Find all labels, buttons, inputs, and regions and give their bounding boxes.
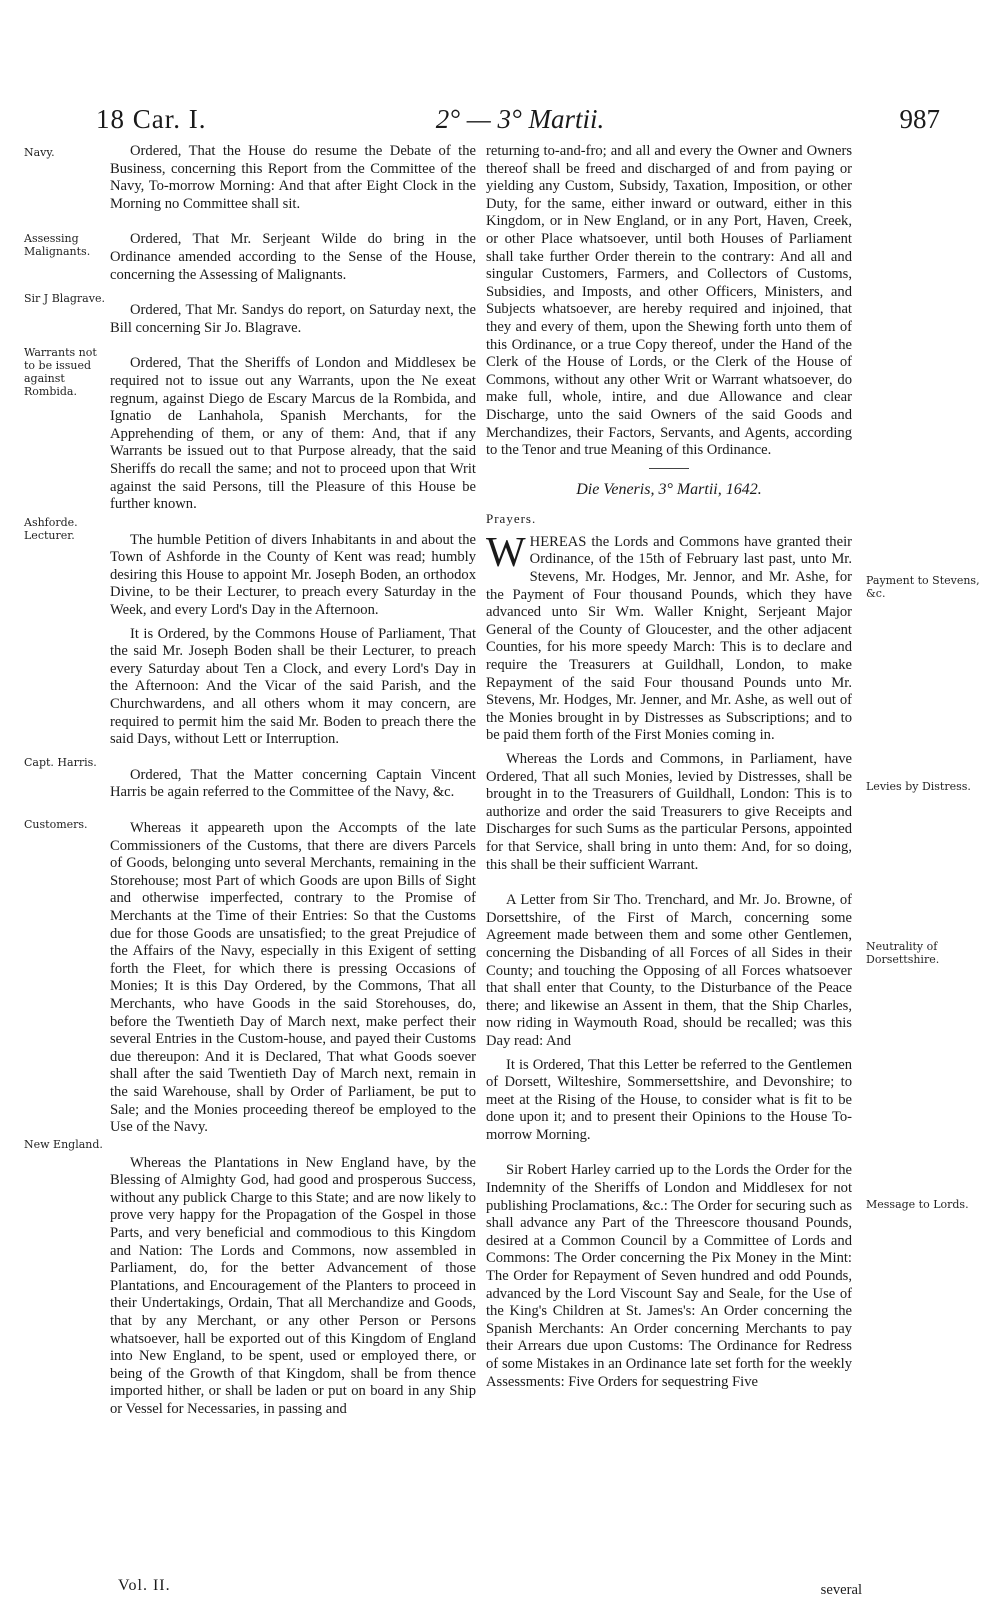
paragraph: Ordered, That the House do resume the Debate of the Business, concerning this Report from the Committee of the Navy, To-morrow Morning: And that after Eight Clock in the Morning no Committee shall sit. — [110, 143, 476, 212]
paragraph: It is Ordered, That this Letter be referred to the Gentlemen of Dorsett, Wilteshire, Sommersettshire, and Devonshire; to meet at the Rising of the House, to consider what is fit to be done upon it; and to present their Opinions to the House To-morrow Morning. — [486, 1056, 852, 1143]
margin-note: Levies by Distress. — [866, 780, 971, 793]
margin-note: Capt. Harris. — [24, 756, 97, 769]
paragraph: Ordered, That Mr. Sandys do report, on Saturday next, the Bill concerning Sir Jo. Blagrave. — [110, 302, 476, 336]
right-column — [486, 143, 852, 1397]
running-header — [0, 104, 992, 144]
prayers-heading: Prayers. — [486, 511, 537, 527]
date-range: 2° — 3° Martii. — [435, 104, 605, 134]
paragraph: It is Ordered, by the Commons House of Parliament, That the said Mr. Joseph Boden shall be their Lecturer, to preach every Saturday about Ten a Clock, and every Lord's Day in the Afternoon: And the Vicar of the said Parish, and the Churchwardens, and all others whom it may concern, are required to permit him the said Mr. Boden to preach there the said Days, without Lett or Interruption. — [110, 625, 476, 748]
margin-note: Navy. — [24, 146, 55, 159]
paragraph: Whereas it appeareth upon the Accompts of the late Commissioners of the Customs, that there are divers Parcels of Goods, belonging unto several Merchants, remaining in the Storehouse; most Part of which Goods are upon Bills of Sight and otherwise imperfected, contrary to the Promise of Merchants at the Time of their Entries: So that the Customs due for those Goods are unsatisfied; to the great Prejudice of the Affairs of the Navy, especially in this Exigent of setting forth the Fleet, for which there is pressing Occasions of Monies; It is this Day Ordered, by the Commons, That all Merchants, who have Goods in the said Storehouses, do, before the Twentieth Day of March next, make perfect their several Entries in the Custom-house, and payed their Customs due thereupon: And it is Declared, That what Goods soever shall after the said Twentieth Day of March next, remain in the said Warehouse, shall by Order of Parliament, be put to Sale; and the Monies proceeding thereof be employed to the Use of the Navy. — [110, 820, 476, 1136]
paragraph: Ordered, That the Sheriffs of London and Middlesex be required not to issue out any Warrants, upon the Ne exeat regnum, against Diego de Escary Marcus de la Rombida, and Ignatio de Lanhahola, Spanish Merchants, for the Apprehending of them, or any of them: And, that if any Warrants be issued out to that Purpose already, that the said Sheriffs do recall the same; and not to proceed upon that Writ against the said Persons, till the Pleasure of this House be further known. — [110, 355, 476, 513]
margin-note: Customers. — [24, 818, 88, 831]
paragraph: Whereas the Lords and Commons, in Parliament, have Ordered, That all such Monies, levied by Distresses, shall be brought in to the Treasurers of Guildhall, London: This is to authorize and order the said Treasurers to give Receipts and Discharges for such Sums as the particular Persons, appointed for that Service, shall bring in unto them: And, for so doing, this shall be their sufficient Warrant. — [486, 751, 852, 873]
paragraph-text: HEREAS the Lords and Commons have granted their Ordinance, of the 15th of February last past, unto Mr. Stevens, Mr. Hodges, Mr. Jennor, and Mr. Ashe, for the Payment of Four thousand Pounds, which they have advanced unto Sir Wm. Waller Knight, Serjeant Major General of the County of Gloucester, and the other adjacent Counties, for his more speedy March: This is to declare and require the Treasurers at Guildhall, London, to make Repayment of the said Four thousand Pounds unto Mr. Stevens, Mr. Hodges, Mr. Jenner, and Mr. Ashe, as well out of the Monies brought in by Distresses as Subscriptions; and to be paid them forth of the First Monies coming in. — [486, 533, 852, 744]
paragraph: Ordered, That the Matter concerning Captain Vincent Harris be again referred to the Committee of the Navy, &c. — [110, 766, 476, 801]
drop-cap: W — [486, 529, 526, 576]
margin-note: Message to Lords. — [866, 1198, 969, 1211]
margin-note: Warrants not to be issued against Rombida. — [24, 346, 97, 398]
margin-note: Ashforde. Lecturer. — [24, 516, 78, 542]
catchword: several — [820, 1582, 862, 1598]
paragraph — [486, 529, 852, 745]
date-heading: Die Veneris, 3° Martii, 1642. — [576, 480, 762, 498]
paragraph: Sir Robert Harley carried up to the Lords the Order for the Indemnity of the Sheriffs of London and Middlesex for not publishing Proclamations, &c.: The Order for securing such as shall advance any Part of the Threescore thousand Pounds, desired at a Common Council by a Committee of Lords and Commons: The Order concerning the Pix Money in the Mint: The Order for Repayment of Seven hundred and odd Pounds, advanced by the Lord Viscount Say and Seale, for the Use of the King's Children at St. James's: An Order concerning the Spanish Merchants: An Order concerning Merchants to pay their Arrears due upon Customs: The Ordinance for Redress of some Mistakes in an Ordinance late set forth for the weekly Assessments: Five Orders for sequestring Five — [486, 1162, 852, 1390]
margin-note: Payment to Stevens, &c. — [866, 574, 980, 600]
paragraph: Ordered, That Mr. Serjeant Wilde do bring in the Ordinance amended according to the Sense of the House, concerning the Assessing of Malignants. — [110, 231, 476, 283]
page-number: 987 — [899, 104, 940, 134]
margin-note: New England. — [24, 1138, 103, 1151]
paragraph: The humble Petition of divers Inhabitants in and about the Town of Ashforde in the County of Kent was read; humbly desiring this House to appoint Mr. Joseph Boden, an orthodox Divine, to be their Lecturer, to preach every Saturday in the Week, and every Lord's Day in the Afternoon. — [110, 531, 476, 619]
margin-note: Assessing Malignants. — [24, 232, 91, 258]
paragraph: A Letter from Sir Tho. Trenchard, and Mr. Jo. Browne, of Dorsettshire, of the First of March, concerning some Agreement made between them and some other Gentlemen, concerning the Disbanding of all Forces of all Sides in their County; and touching the Opposing of all Forces whatsoever that shall enter that County, to the Disturbance of the Peace there; and likewise an Assent in them, that the Ship Charles, now riding in Waymouth Road, should be recalled; was this Day read: And — [486, 892, 852, 1049]
left-column — [110, 143, 476, 1425]
regnal-year: 18 Car. I. — [96, 104, 207, 134]
paragraph-continuation: returning to-and-fro; and all and every the Owner and Owners thereof shall be freed and discharged of and from paying or yielding any Custom, Subsidy, Taxation, Imposition, or other Duty, for the same, either inward or outward, either in this Kingdom, or in New England, or in any Port, Haven, Creek, or other Place whatsoever, until both Houses of Parliament shall take further Order therein to the contrary: And all and singular Customers, Farmers, and Collectors of Customs, Subsidies, and Imposts, and other Officers, Ministers, and Subjects whatsoever, are hereby required and injoined, that they and every of them, upon the Shewing forth unto them of this Ordinance, or a true Copy thereof, under the Hand of the Clerk of the House of Lords, or the Clerk of the House of Commons, without any other Writ or Warrant whatsoever, do make full, whole, intire, and due Allowance and clear Discharge, unto the said Owners of the said Goods and Merchandizes, their Factors, Servants, and Agents, according to the Tenor and true Meaning of this Ordinance. — [486, 143, 852, 459]
section-rule — [649, 468, 689, 469]
margin-note: Neutrality of Dorsettshire. — [866, 940, 940, 966]
paragraph: Whereas the Plantations in New England have, by the Blessing of Almighty God, had good and prosperous Success, without any publick Charge to this State; and are now likely to prove very happy for the Propagation of the Gospel in those Parts, and very beneficial and commodious to this Kingdom and Nation: The Lords and Commons, now assembled in Parliament, do, for the better Advancement of those Plantations, and Encouragement of the Planters to proceed in their Undertakings, Ordain, That all Merchandize and Goods, that by any Merchant, or any other Person or Persons whatsoever, hall be exported out of this Kingdom of England into New England, to be spent, used or employed there, or being of the Growth of that Kingdom, shall be from thence imported hither, or shall be laden or put on board in any Ship or Vessel for Necessaries, in passing and — [110, 1154, 476, 1417]
signature-mark: Vol. II. — [118, 1577, 171, 1594]
margin-note: Sir J Blagrave. — [24, 292, 105, 305]
